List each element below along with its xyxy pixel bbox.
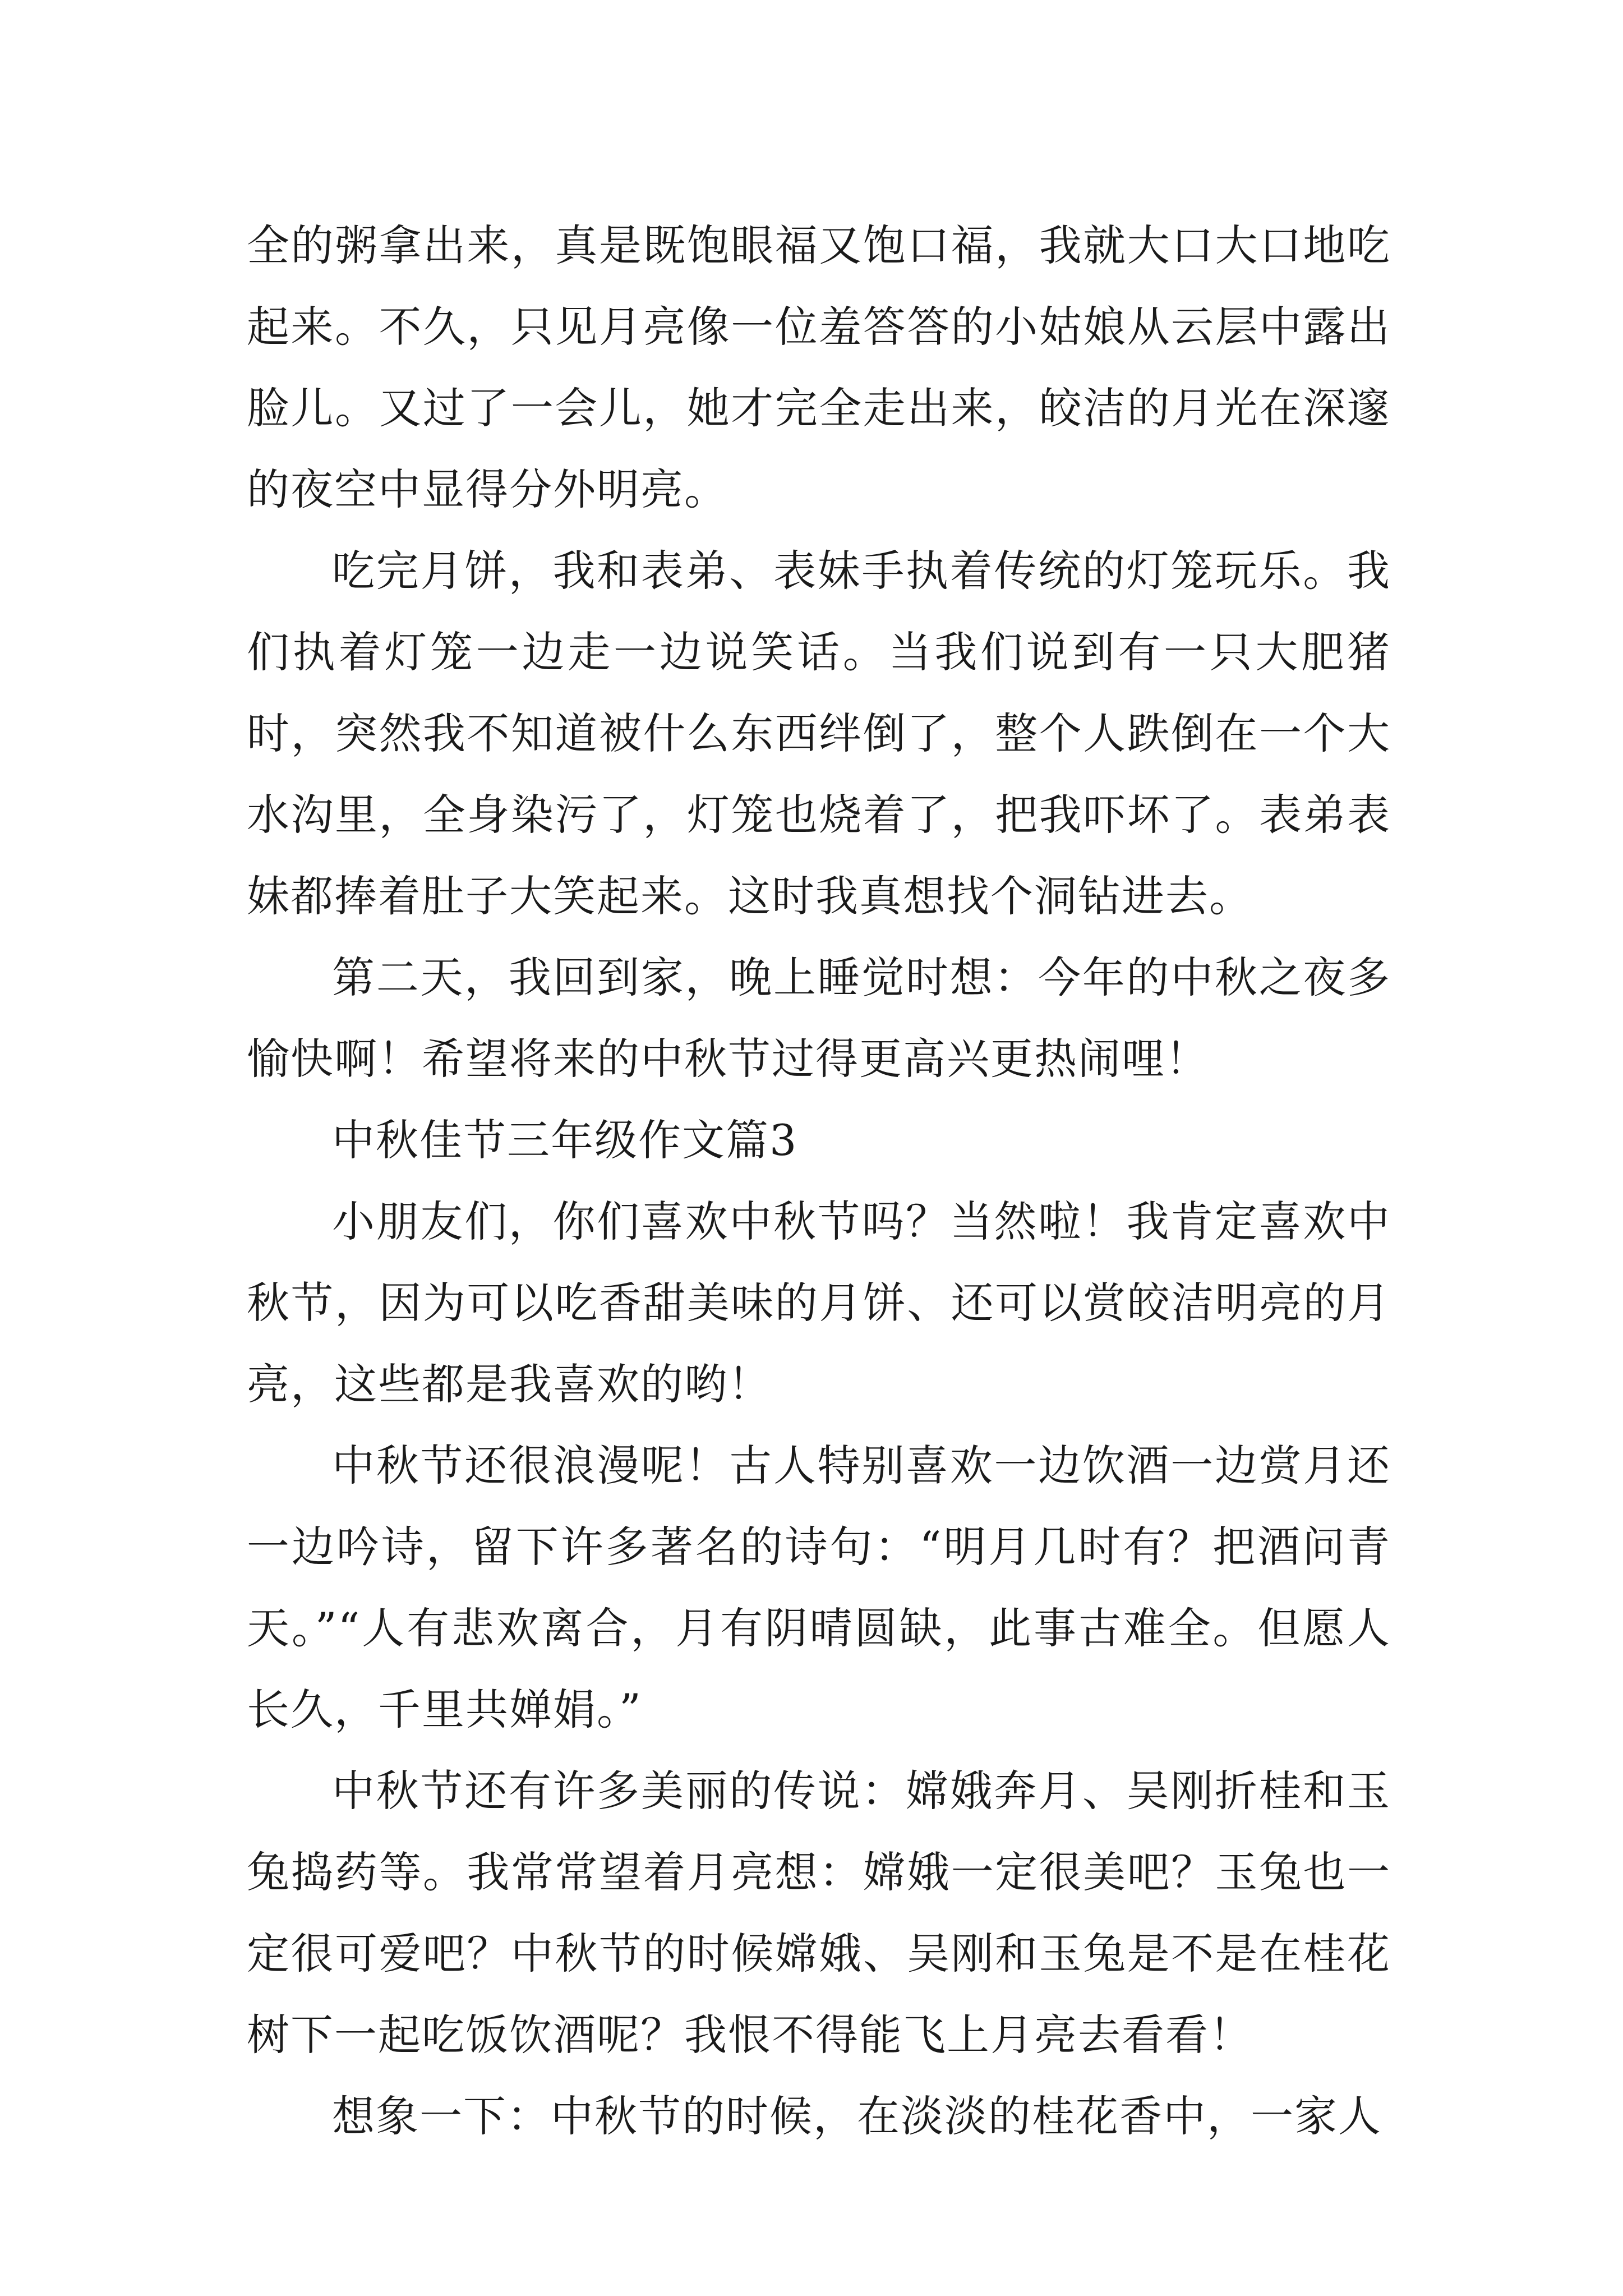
paragraph-next-day: 第二天，我回到家，晚上睡觉时想：今年的中秋之夜多愉快啊！希望将来的中秋节过得更高兴更热闹哩！ bbox=[247, 953, 1391, 1084]
paragraph-poems: 中秋节还很浪漫呢！古人特别喜欢一边饮酒一边赏月还一边吟诗，留下许多著名的诗句：“明月几时有？把酒问青天。”“人有悲欢离合，月有阴晴圆缺，此事古难全。但愿人长久，千里共婵娟。” bbox=[247, 1441, 1391, 1734]
paragraph-intro: 小朋友们，你们喜欢中秋节吗？当然啦！我肯定喜欢中秋节，因为可以吃香甜美味的月饼、还可以赏皎洁明亮的月亮，这些都是我喜欢的哟！ bbox=[247, 1197, 1391, 1409]
paragraph-imagine: 想象一下：中秋节的时候，在淡淡的桂花香中，一家人 bbox=[332, 2091, 1382, 2141]
paragraph-continuation: 全的粥拿出来，真是既饱眼福又饱口福，我就大口大口地吃起来。不久，只见月亮像一位羞答答的小姑娘从云层中露出脸儿。又过了一会儿，她才完全走出来，皎洁的月光在深邃的夜空中显得分外明亮。 bbox=[247, 220, 1391, 514]
paragraph-lantern: 吃完月饼，我和表弟、表妹手执着传统的灯笼玩乐。我们执着灯笼一边走一边说笑话。当我们说到有一只大肥猪时，突然我不知道被什么东西绊倒了，整个人跌倒在一个大水沟里，全身染污了，灯笼也烧着了，把我吓坏了。表弟表妹都捧着肚子大笑起来。这时我真想找个洞钻进去。 bbox=[247, 546, 1391, 921]
essay-body bbox=[247, 205, 1391, 2157]
section-heading: 中秋佳节三年级作文篇3 bbox=[332, 1115, 798, 1165]
paragraph-legends: 中秋节还有许多美丽的传说：嫦娥奔月、吴刚折桂和玉兔捣药等。我常常望着月亮想：嫦娥一定很美吧？玉兔也一定很可爱吧？中秋节的时候嫦娥、吴刚和玉兔是不是在桂花树下一起吃饭饮酒呢？我恨不得能飞上月亮去看看！ bbox=[247, 1766, 1391, 2060]
